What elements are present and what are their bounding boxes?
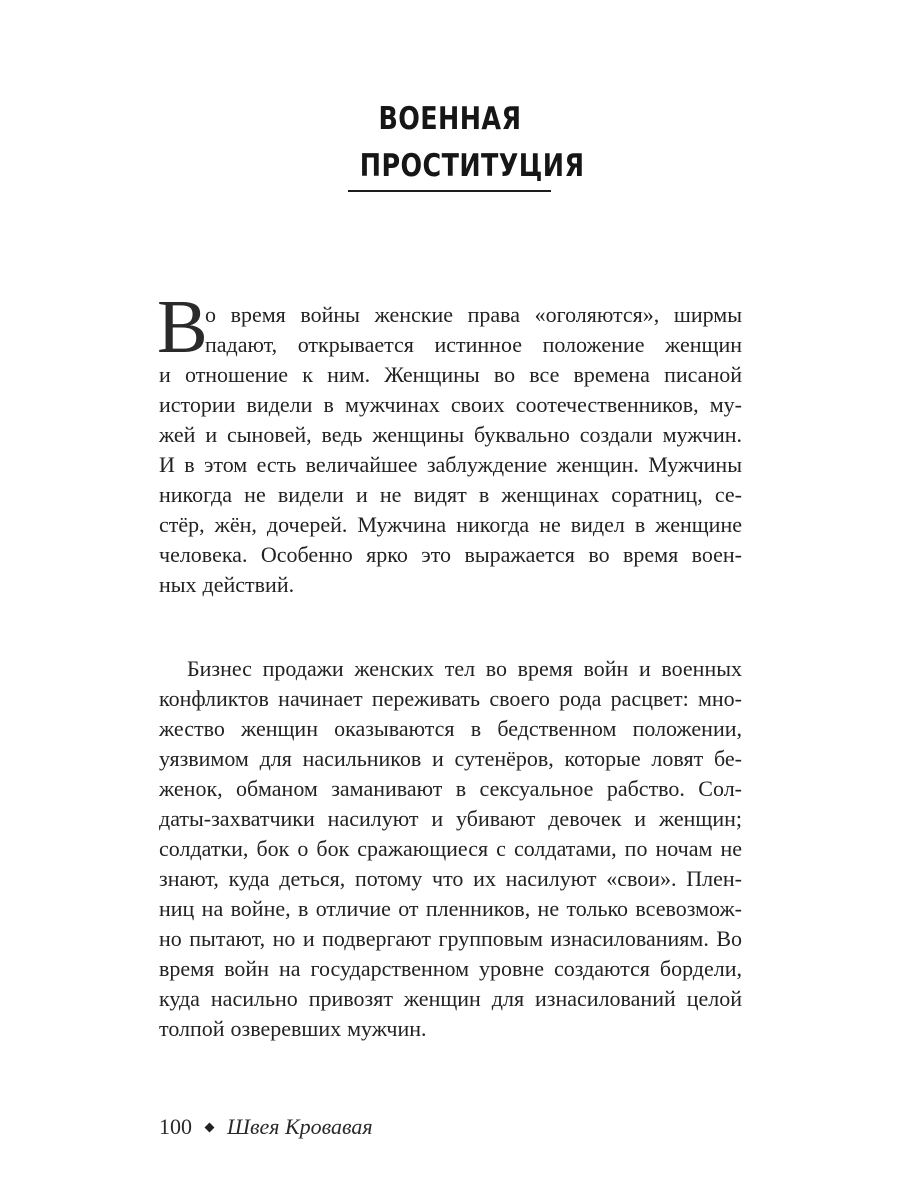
page-footer xyxy=(159,1112,373,1142)
chapter-title-line-2: ПРОСТИТУЦИЯ xyxy=(359,148,585,184)
text-line: уязвимом для насильников и сутенёров, которые ловят бе- xyxy=(159,746,742,771)
page-number: 100 xyxy=(159,1114,192,1139)
text-line: стёр, жён, дочерей. Мужчина никогда не видел в женщине xyxy=(159,512,742,537)
text-line: жество женщин оказываются в бедственном положении, xyxy=(159,716,742,741)
paragraph-1 xyxy=(159,300,742,600)
text-line: никогда не видели и не видят в женщинах соратниц, се- xyxy=(159,482,742,507)
diamond-icon xyxy=(205,1122,215,1132)
text-line: солдатки, бок о бок сражающиеся с солдатами, по ночам не xyxy=(159,836,742,861)
text-line: человека. Особенно ярко это выражается во время воен- xyxy=(159,542,742,567)
text-line: И в этом есть величайшее заблуждение женщин. Мужчины xyxy=(159,452,742,477)
text-line: время войн на государственном уровне создаются бордели, xyxy=(159,956,742,981)
text-line: жей и сыновей, ведь женщины буквально создали мужчин. xyxy=(159,422,742,447)
text-line: о время войны женские права «оголяются», ширмы xyxy=(205,302,742,327)
text-line: и отношение к ним. Женщины во все времена писаной xyxy=(159,362,742,387)
text-line: Бизнес продажи женских тел во время войн и военных xyxy=(187,656,742,681)
text-line: истории видели в мужчинах своих соотечественников, му- xyxy=(159,392,742,417)
drop-cap: В xyxy=(157,285,208,369)
running-title: Швея Кровавая xyxy=(227,1114,373,1139)
text-line: женок, обманом заманивают в сексуальное рабство. Сол- xyxy=(159,776,742,801)
chapter-title-line-1: ВОЕННАЯ xyxy=(378,101,522,137)
text-line: конфликтов начинает переживать своего рода расцвет: мно- xyxy=(159,686,742,711)
chapter-title xyxy=(340,96,585,190)
text-line: куда насильно привозят женщин для изнасилований целой xyxy=(159,986,742,1011)
text-line: даты-захватчики насилуют и убивают девочек и женщин; xyxy=(159,806,742,831)
text-line: знают, куда деться, потому что их насилуют «свои». Плен- xyxy=(159,866,742,891)
text-line: но пытают, но и подвергают групповым изнасилованиям. Во xyxy=(159,926,742,951)
text-line: падают, открывается истинное положение женщин xyxy=(205,332,742,357)
text-line: ниц на войне, в отличие от пленников, не только всевозмож- xyxy=(159,896,742,921)
paragraph-2 xyxy=(159,654,742,1044)
title-underline xyxy=(348,190,551,192)
text-line: толпой озверевших мужчин. xyxy=(159,1016,427,1041)
text-line: ных действий. xyxy=(159,572,295,597)
